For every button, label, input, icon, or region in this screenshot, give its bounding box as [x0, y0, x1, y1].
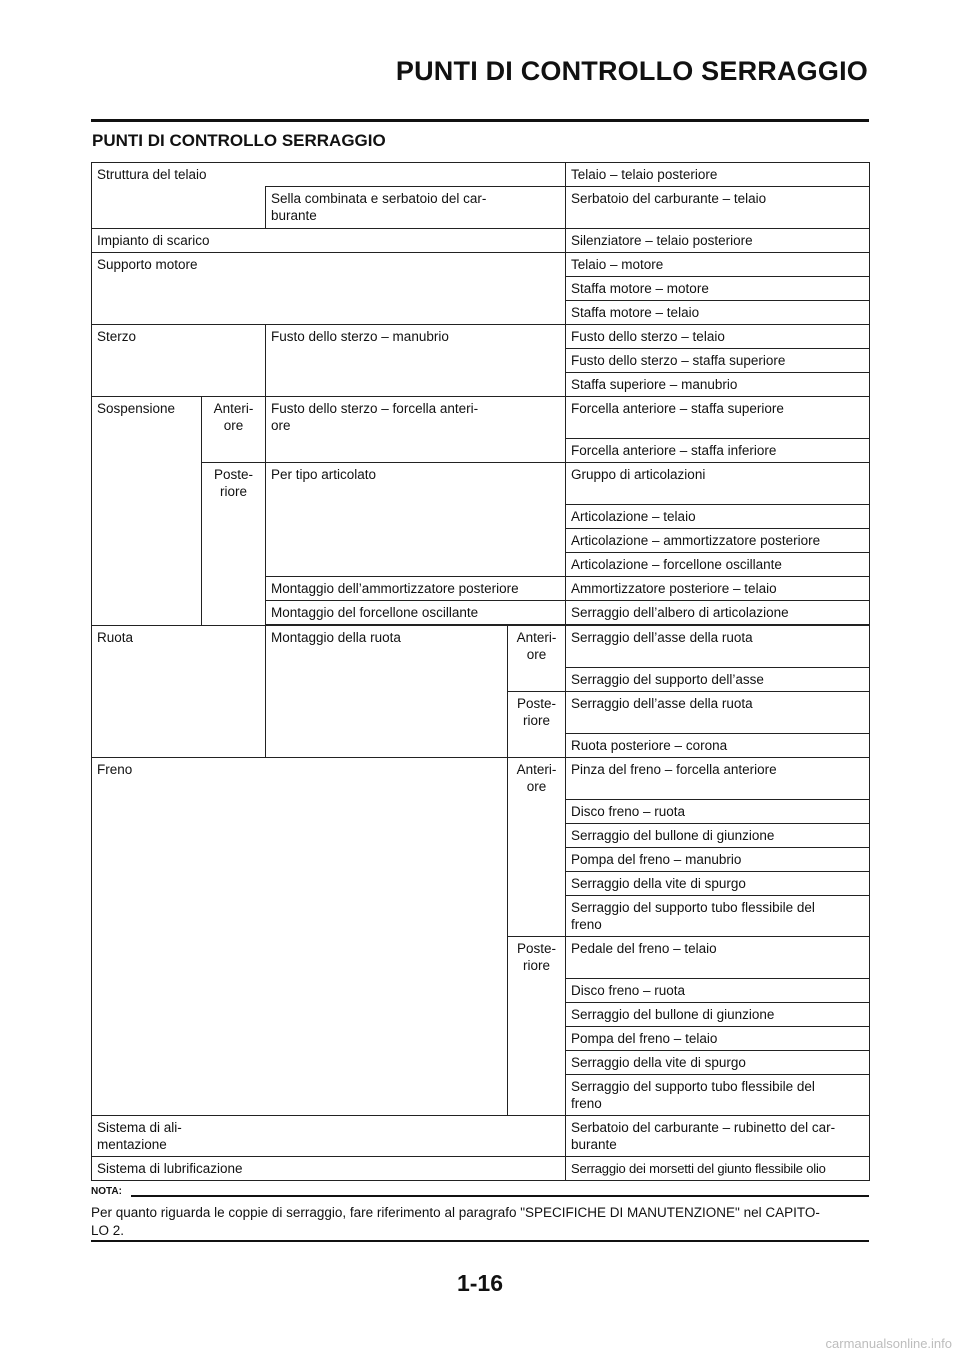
table-cell: Montaggio dell’ammortizzatore posteriore	[266, 577, 566, 601]
table-cell: Fusto dello sterzo – manubrio	[266, 325, 566, 397]
table-cell: Pompa del freno – manubrio	[566, 848, 870, 872]
table-cell: Serraggio della vite di spurgo	[566, 1051, 870, 1075]
group-label: Struttura del telaio	[92, 163, 566, 187]
group-label: Freno	[92, 758, 508, 1116]
blank-cell	[92, 187, 266, 229]
table-cell: Serraggio dell’asse della ruota	[566, 626, 870, 668]
table-cell: Serraggio del supporto tubo flessibile del freno	[566, 896, 870, 937]
group-label: Sospensione	[92, 397, 202, 626]
table-cell: Telaio – telaio posteriore	[566, 163, 870, 187]
table-cell: Per tipo articolato	[266, 463, 566, 577]
group-label: Supporto motore	[92, 253, 566, 325]
group-label: Sistema di lubrificazione	[92, 1157, 566, 1181]
group-label: Sistema di ali- mentazione	[92, 1116, 566, 1157]
table-cell: Gruppo di articolazioni	[566, 463, 870, 505]
table-cell: Pedale del freno – telaio	[566, 937, 870, 979]
table-cell: Forcella anteriore – staffa superiore	[566, 397, 870, 439]
group-label: Sterzo	[92, 325, 266, 397]
position-label: Anteri- ore	[202, 397, 266, 463]
group-label: Impianto di scarico	[92, 229, 566, 253]
footer-rule	[91, 1240, 869, 1242]
position-label: Poste- riore	[508, 937, 566, 1116]
note-rule	[131, 1195, 869, 1197]
table-cell: Pinza del freno – forcella anteriore	[566, 758, 870, 800]
table-cell: Serbatoio del carburante – telaio	[566, 187, 870, 229]
position-label: Anteri- ore	[508, 758, 566, 937]
tightening-points-table	[91, 162, 870, 1181]
table-cell: Serraggio della vite di spurgo	[566, 872, 870, 896]
table-cell: Ammortizzatore posteriore – telaio	[566, 577, 870, 601]
table-cell: Disco freno – ruota	[566, 800, 870, 824]
table-cell: Telaio – motore	[566, 253, 870, 277]
table-cell: Forcella anteriore – staffa inferiore	[566, 439, 870, 463]
table-cell: Articolazione – telaio	[566, 505, 870, 529]
table-cell: Fusto dello sterzo – forcella anteri- ore	[266, 397, 566, 463]
watermark: carmanualsonline.info	[825, 1336, 952, 1351]
table-cell: Serraggio dell’albero di articolazione	[566, 601, 870, 625]
page-number: 1-16	[456, 1270, 504, 1296]
table-cell: Sella combinata e serbatoio del car- burante	[266, 187, 566, 229]
table-cell: Montaggio della ruota	[266, 626, 508, 758]
table-cell: Serraggio del bullone di giunzione	[566, 1003, 870, 1027]
table-cell: Ruota posteriore – corona	[566, 734, 870, 758]
header-rule	[91, 119, 869, 122]
note-label: NOTA:	[91, 1186, 126, 1197]
table-cell: Staffa motore – motore	[566, 277, 870, 301]
table-cell: Fusto dello sterzo – telaio	[566, 325, 870, 349]
position-label: Anteri- ore	[508, 626, 566, 692]
note-text: Per quanto riguarda le coppie di serraggio, fare riferimento al paragrafo "SPECIFICHE DI MANUTENZIONE" nel CAPITO- LO 2.	[91, 1205, 820, 1238]
table-cell: Silenziatore – telaio posteriore	[566, 229, 870, 253]
table-cell: Serraggio dei morsetti del giunto flessibile olio	[566, 1157, 870, 1181]
table-cell: Articolazione – forcellone oscillante	[566, 553, 870, 577]
table-cell: Serraggio del supporto dell’asse	[566, 668, 870, 692]
position-label: Poste- riore	[508, 692, 566, 758]
table-cell: Serraggio del supporto tubo flessibile del freno	[566, 1075, 870, 1116]
table-cell: Pompa del freno – telaio	[566, 1027, 870, 1051]
table-cell: Serbatoio del carburante – rubinetto del car- burante	[566, 1116, 870, 1157]
table-cell: Disco freno – ruota	[566, 979, 870, 1003]
table-cell: Serraggio del bullone di giunzione	[566, 824, 870, 848]
table-cell: Montaggio del forcellone oscillante	[266, 601, 566, 625]
section-title: PUNTI DI CONTROLLO SERRAGGIO	[92, 131, 386, 150]
table-cell: Staffa superiore – manubrio	[566, 373, 870, 397]
table-cell: Serraggio dell’asse della ruota	[566, 692, 870, 734]
page-header-title: PUNTI DI CONTROLLO SERRAGGIO	[395, 56, 868, 86]
table-cell: Staffa motore – telaio	[566, 301, 870, 325]
group-label: Ruota	[92, 626, 266, 758]
table-cell: Articolazione – ammortizzatore posteriore	[566, 529, 870, 553]
position-label: Poste- riore	[202, 463, 266, 626]
table-cell: Fusto dello sterzo – staffa superiore	[566, 349, 870, 373]
